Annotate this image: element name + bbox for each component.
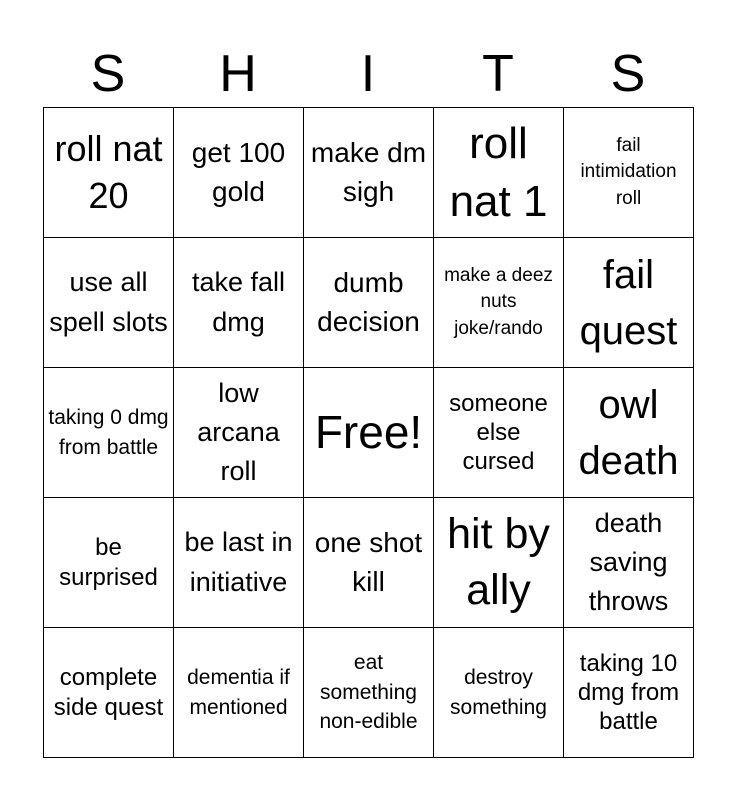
cell-text: make a deez nuts joke/rando — [444, 265, 553, 339]
bingo-cell[interactable] — [44, 368, 174, 498]
bingo-header — [43, 40, 693, 108]
bingo-cell[interactable] — [434, 628, 564, 758]
cell-text: make dm sigh — [310, 136, 427, 207]
bingo-cell[interactable] — [304, 238, 434, 368]
cell-text: complete side quest — [53, 664, 164, 721]
cell-text: get 100 gold — [191, 136, 286, 207]
cell-text: fail quest — [579, 252, 678, 353]
bingo-cell[interactable] — [564, 628, 694, 758]
cell-text: be last in initiative — [184, 527, 293, 597]
bingo-cell[interactable] — [434, 108, 564, 238]
bingo-cell[interactable] — [174, 108, 304, 238]
bingo-cell[interactable] — [434, 238, 564, 368]
cell-text: hit by ally — [447, 509, 550, 614]
cell-text: fail intimidation roll — [580, 135, 677, 209]
header-letter-2: H — [219, 45, 257, 103]
cell-text: roll nat 20 — [54, 127, 163, 216]
cell-text: death saving throws — [588, 507, 669, 617]
cell-text: eat something non-edible — [319, 650, 418, 734]
cell-text: use all spell slots — [49, 267, 168, 337]
bingo-grid — [43, 107, 694, 758]
bingo-cell[interactable] — [174, 498, 304, 628]
bingo-cell[interactable] — [564, 108, 694, 238]
cell-text: one shot kill — [314, 526, 423, 597]
header-letter-4: T — [482, 45, 514, 103]
cell-text: Free! — [314, 406, 423, 459]
cell-text: dumb decision — [317, 266, 420, 337]
bingo-cell[interactable] — [44, 108, 174, 238]
bingo-cell[interactable] — [434, 498, 564, 628]
bingo-cell[interactable] — [564, 368, 694, 498]
bingo-cell[interactable] — [174, 368, 304, 498]
bingo-cell[interactable] — [304, 498, 434, 628]
cell-text: dementia if mentioned — [187, 665, 290, 719]
cell-text: be surprised — [59, 534, 158, 591]
cell-text: destroy something — [450, 665, 547, 719]
cell-text: owl death — [578, 382, 679, 483]
bingo-cell[interactable] — [174, 238, 304, 368]
cell-text: someone else cursed — [449, 389, 548, 476]
bingo-cell[interactable] — [174, 628, 304, 758]
bingo-cell[interactable] — [44, 628, 174, 758]
cell-text: take fall dmg — [191, 267, 286, 337]
bingo-cell[interactable] — [44, 238, 174, 368]
bingo-cell[interactable] — [564, 238, 694, 368]
cell-text: roll nat 1 — [449, 119, 548, 226]
bingo-cell[interactable] — [564, 498, 694, 628]
cell-text: taking 0 dmg from battle — [48, 405, 169, 459]
free-space-cell[interactable] — [304, 368, 434, 498]
cell-text: low arcana roll — [197, 377, 280, 487]
header-letter-1: S — [90, 45, 126, 103]
cell-text: taking 10 dmg from battle — [577, 649, 680, 736]
bingo-cell[interactable] — [304, 108, 434, 238]
header-letter-3: I — [360, 45, 376, 103]
bingo-cell[interactable] — [434, 368, 564, 498]
header-letter-5: S — [610, 45, 646, 103]
bingo-cell[interactable] — [44, 498, 174, 628]
bingo-cell[interactable] — [304, 628, 434, 758]
